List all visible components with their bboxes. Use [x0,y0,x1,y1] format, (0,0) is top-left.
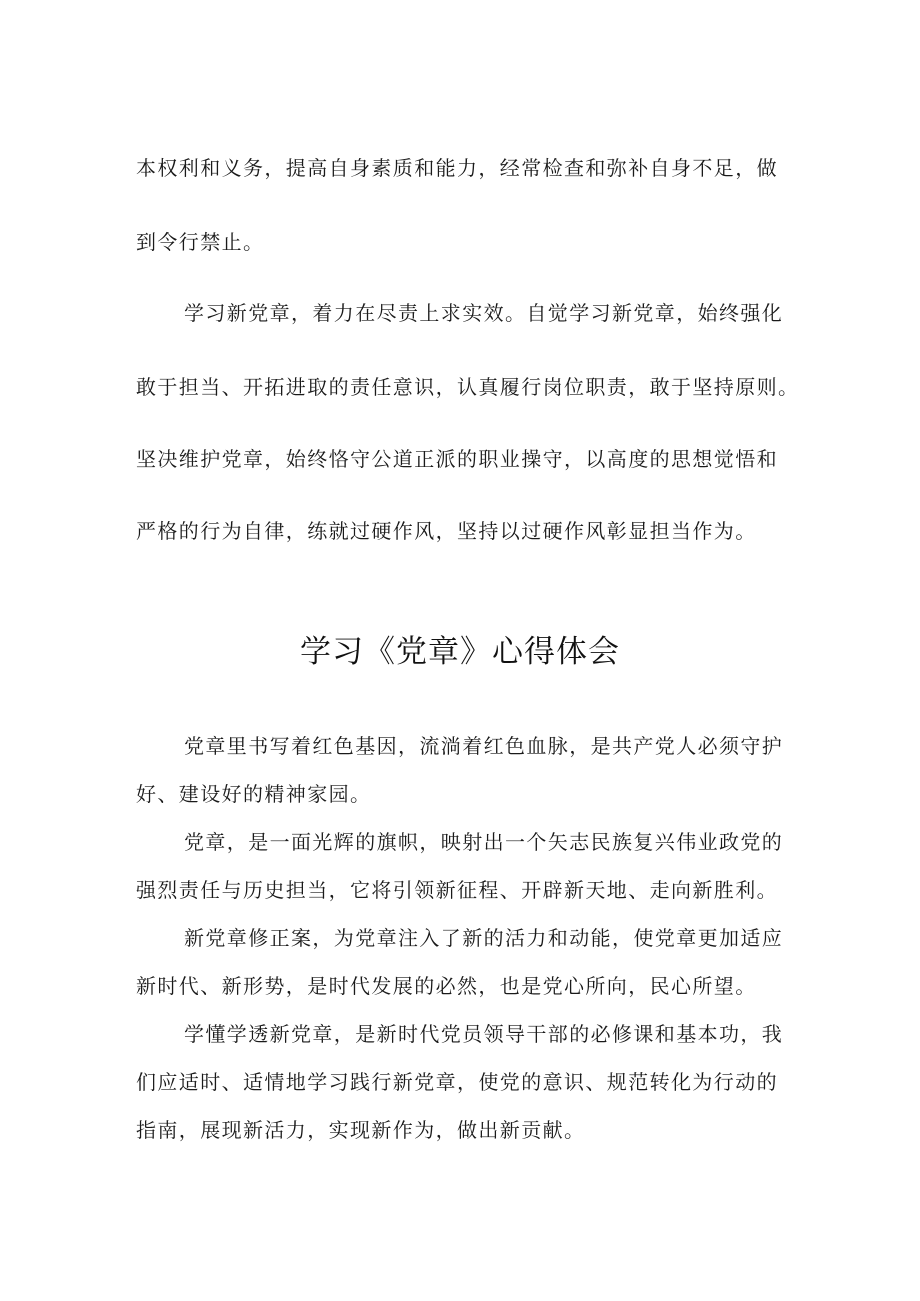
paragraph-line: 党章里书写着红色基因，流淌着红色血脉，是共产党人必须守护 [184,734,784,758]
paragraph-line: 到令行禁止。 [136,230,265,254]
paragraph-line: 新时代、新形势，是时代发展的必然，也是党心所向，民心所望。 [136,974,757,998]
paragraph-line: 严格的行为自律，练就过硬作风，坚持以过硬作风彰显担当作为。 [136,519,757,543]
paragraph-line: 们应适时、适情地学习践行新党章，使党的意识、规范转化为行动的 [136,1070,778,1094]
paragraph-line: 强烈责任与历史担当，它将引领新征程、开辟新天地、走向新胜利。 [136,878,778,902]
paragraph-line: 敢于担当、开拓进取的责任意识，认真履行岗位职责，敢于坚持原则。 [136,375,800,399]
article-title: 学习《党章》心得体会 [300,634,620,670]
paragraph-line: 本权利和义务，提高自身素质和能力，经常检查和弥补自身不足，做 [136,156,778,180]
paragraph-line: 党章，是一面光辉的旗帜，映射出一个矢志民族复兴伟业政党的 [184,830,784,854]
paragraph-line: 指南，展现新活力，实现新作为，做出新贡献。 [136,1118,586,1142]
paragraph-line: 学懂学透新党章，是新时代党员领导干部的必修课和基本功，我 [184,1022,784,1046]
paragraph-line: 坚决维护党章，始终恪守公道正派的职业操守，以高度的思想觉悟和 [136,447,778,471]
paragraph-line: 新党章修正案，为党章注入了新的活力和动能，使党章更加适应 [184,926,784,950]
paragraph-line: 好、建设好的精神家园。 [136,782,372,806]
paragraph-line: 学习新党章，着力在尽责上求实效。自觉学习新党章，始终强化 [184,301,784,325]
